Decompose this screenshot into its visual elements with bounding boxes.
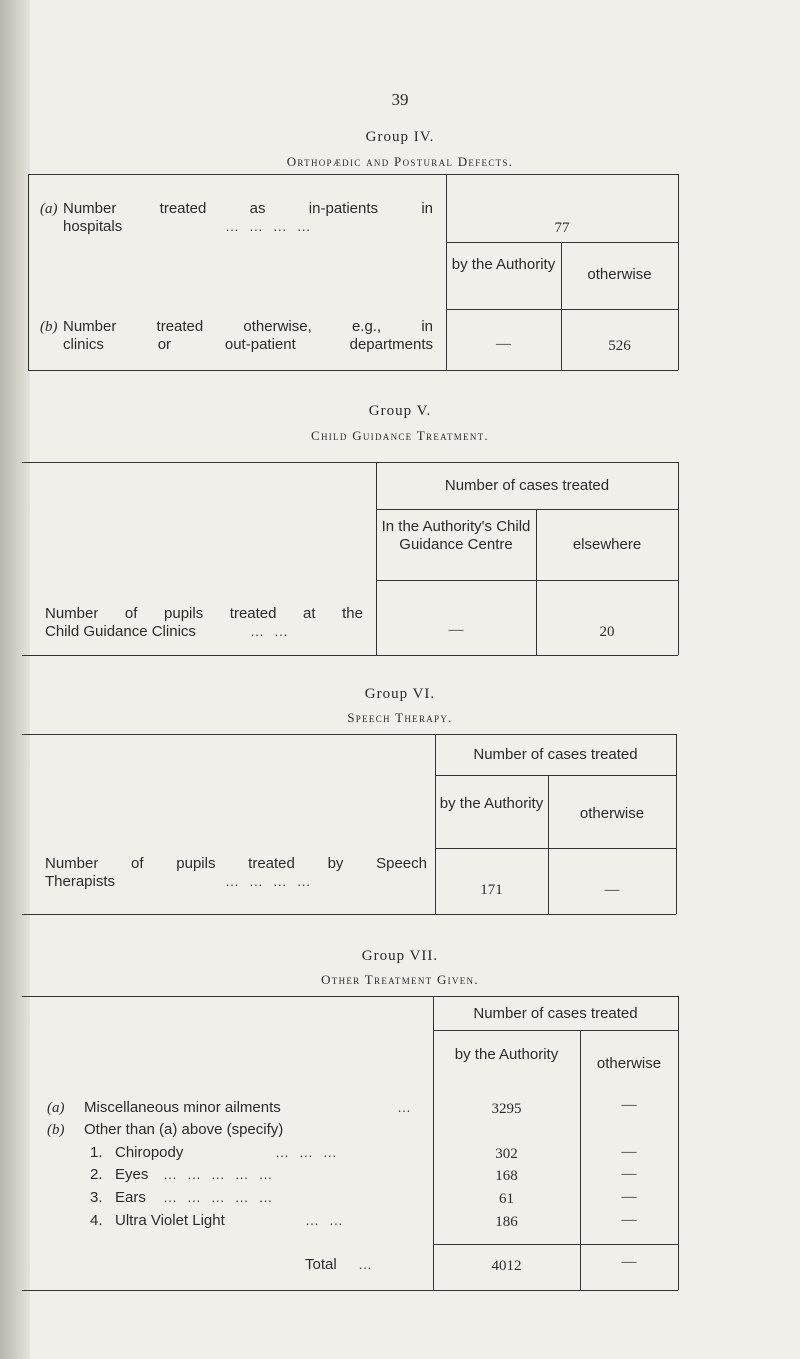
group7-subtitle: Other Treatment Given.: [321, 972, 479, 987]
group5-row-centre: —: [448, 622, 464, 638]
group7-row-label: (a): [47, 1100, 65, 1116]
group4-row-b-otherwise: 526: [608, 338, 631, 354]
group7-row-text: Ears: [115, 1189, 146, 1206]
page-number: 39: [391, 90, 409, 109]
group4-col-otherwise: otherwise: [587, 266, 652, 283]
group5-row-elsewhere: 20: [599, 624, 615, 640]
group6-col-otherwise: otherwise: [579, 805, 645, 822]
group7-row-otherwise: —: [621, 1166, 637, 1182]
group6-row-authority: 171: [480, 882, 503, 898]
group6-row-text-line2: Therapists: [45, 873, 116, 890]
group6-row-leader: … … … …: [225, 873, 314, 889]
group5-header: Number of cases treated: [444, 477, 610, 494]
group4-col-authority: by the Authority: [451, 256, 556, 273]
group7-row-label: 2.: [90, 1166, 103, 1183]
group7-row-label: 3.: [90, 1189, 103, 1206]
group7-title: Group VII.: [361, 948, 439, 964]
group7-total-label: Total: [305, 1256, 337, 1273]
group6-title: Group VI.: [364, 686, 436, 702]
group6-header: Number of cases treated: [473, 746, 638, 763]
group7-row-text: Other than (a) above (specify): [84, 1121, 284, 1138]
group4-title: Group IV.: [365, 129, 435, 145]
group7-row-authority: 186: [495, 1214, 518, 1230]
group5-subtitle: Child Guidance Treatment.: [310, 428, 489, 443]
group5-row-text-line2: Child Guidance Clinics: [45, 623, 196, 640]
group4-subtitle: Orthopædic and Postural Defects.: [286, 154, 514, 169]
page-edge-shadow: [0, 0, 30, 1359]
group7-row-text: Ultra Violet Light: [115, 1212, 225, 1229]
group6-subtitle: Speech Therapy.: [347, 710, 453, 725]
group5-col-elsewhere: elsewhere: [572, 536, 642, 553]
group5-row-text-line1: Number of pupils treated at the: [45, 605, 363, 622]
group6-col-authority: by the Authority: [439, 795, 544, 812]
group7-total-otherwise: —: [621, 1254, 637, 1270]
group7-header: Number of cases treated: [473, 1005, 638, 1022]
group7-row-authority: 168: [495, 1168, 518, 1184]
group7-row-otherwise: —: [621, 1097, 637, 1113]
group7-row-label: 4.: [90, 1212, 103, 1229]
group7-total-authority: 4012: [491, 1258, 522, 1274]
group7-row-label: (b): [47, 1122, 65, 1138]
group4-row-b-text-line1: Number treated otherwise, e.g., in: [63, 318, 433, 335]
group4-row-b-text-line2: clinics or out-patient departments: [63, 336, 433, 353]
group6-row-otherwise: —: [604, 882, 620, 898]
group4-row-a-value: 77: [554, 220, 570, 236]
group7-row-authority: 61: [499, 1191, 514, 1207]
group4-row-b-authority: —: [496, 336, 511, 352]
group4-row-a-leader: … … … …: [225, 218, 314, 234]
group7-row-otherwise: —: [621, 1189, 637, 1205]
group4-row-b-label: (b): [40, 319, 58, 335]
group5-row-leader: … …: [250, 623, 291, 639]
group4-row-a-text-line1: Number treated as in-patients in: [63, 200, 433, 217]
group7-row-label: 1.: [90, 1144, 103, 1161]
group7-row-authority: 302: [495, 1146, 518, 1162]
group6-row-text-line1: Number of pupils treated by Speech: [45, 855, 427, 872]
group7-col-otherwise: otherwise: [596, 1055, 662, 1072]
group7-row-otherwise: —: [621, 1212, 637, 1228]
group4-row-a-label: (a): [40, 201, 58, 217]
group7-row-text: Eyes: [115, 1166, 149, 1183]
group5-col-centre: In the Authority's Child Guidance Centre: [381, 518, 531, 553]
group7-row-text: Chiropody: [115, 1144, 184, 1161]
group4-row-a-text-line2: hospitals: [63, 218, 123, 235]
group7-row-authority: 3295: [491, 1101, 522, 1117]
group7-row-otherwise: —: [621, 1144, 637, 1160]
group5-title: Group V.: [368, 403, 432, 419]
group7-row-text: Miscellaneous minor ailments: [84, 1099, 281, 1116]
group7-col-authority: by the Authority: [454, 1046, 559, 1063]
